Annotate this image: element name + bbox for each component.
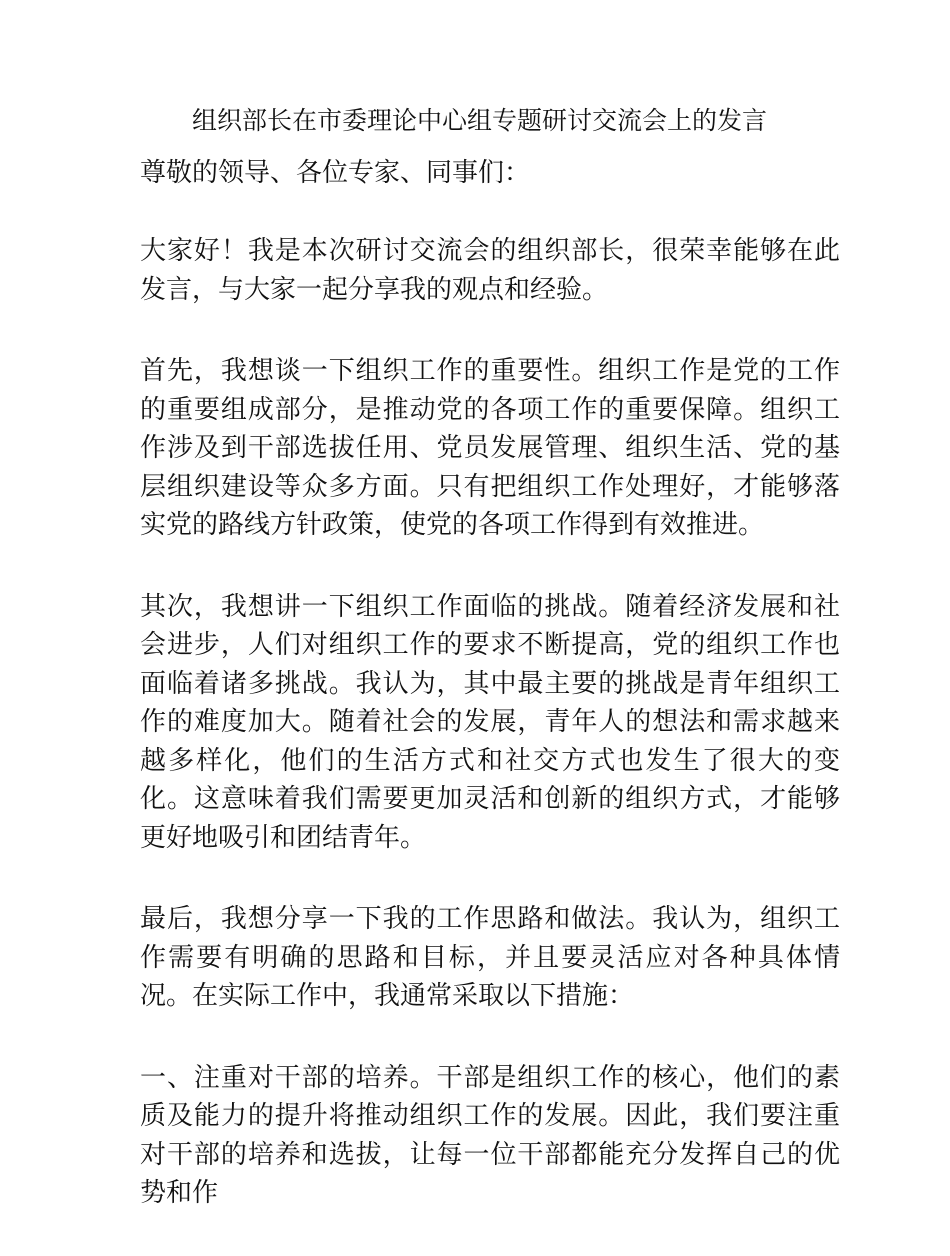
paragraph-greeting: 大家好！我是本次研讨交流会的组织部长，很荣幸能够在此发言，与大家一起分享我的观点和经验。	[140, 236, 840, 305]
salutation: 尊敬的领导、各位专家、同事们：	[140, 158, 531, 188]
paragraph-importance: 首先，我想谈一下组织工作的重要性。组织工作是党的工作的重要组成部分，是推动党的各项工作的重要保障。组织工作涉及到干部选拔任用、党员发展管理、组织生活、党的基层组织建设等众多方面。只有把组织工作处理好，才能够落实党的路线方针政策，使党的各项工作得到有效推进。	[140, 356, 840, 540]
paragraph-measure-one: 一、注重对干部的培养。干部是组织工作的核心，他们的素质及能力的提升将推动组织工作的发展。因此，我们要注重对干部的培养和选拔，让每一位干部都能充分发挥自己的优势和作	[140, 1062, 840, 1208]
paragraph-challenges: 其次，我想讲一下组织工作面临的挑战。随着经济发展和社会进步，人们对组织工作的要求不断提高，党的组织工作也面临着诸多挑战。我认为，其中最主要的挑战是青年组织工作的难度加大。随着社会的发展，青年人的想法和需求越来越多样化，他们的生活方式和社交方式也发生了很大的变化。这意味着我们需要更加灵活和创新的组织方式，才能够更好地吸引和团结青年。	[140, 591, 840, 853]
document-body	[140, 152, 840, 1256]
document-title: 组织部长在市委理论中心组专题研讨交流会上的发言	[192, 106, 768, 135]
paragraph-approach: 最后，我想分享一下我的工作思路和做法。我认为，组织工作需要有明确的思路和目标，并且要灵活应对各种具体情况。在实际工作中，我通常采取以下措施：	[140, 904, 840, 1011]
